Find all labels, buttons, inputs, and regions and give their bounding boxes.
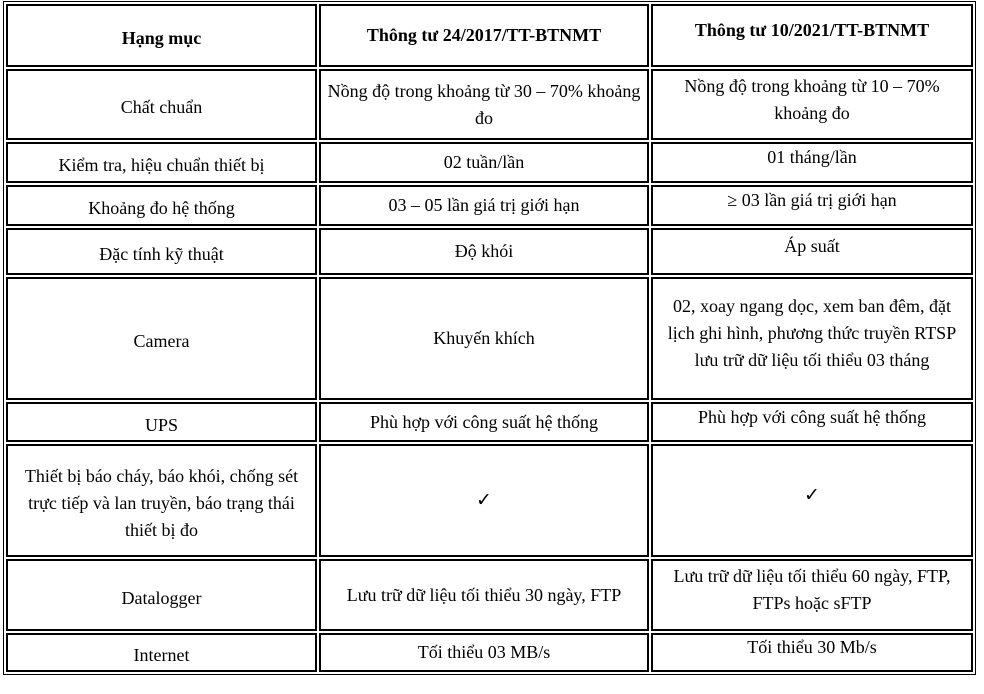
table-header-row: [6, 4, 973, 67]
checkmark-icon: ✓: [804, 484, 820, 506]
header-tt2021: Thông tư 10/2021/TT-BTNMT: [651, 4, 973, 67]
row-tt2017-cell: 02 tuần/lần: [319, 142, 649, 183]
comparison-table: [3, 1, 976, 675]
row-tt2017-cell: 03 – 05 lần giá trị giới hạn: [319, 185, 649, 226]
row-tt2017-cell: Lưu trữ dữ liệu tối thiểu 30 ngày, FTP: [319, 559, 649, 631]
row-tt2017-cell: [319, 444, 649, 557]
header-item: Hạng mục: [6, 4, 317, 67]
row-tt2021-cell: Phù hợp với công suất hệ thống: [651, 402, 973, 442]
row-tt2021-cell: [651, 444, 973, 557]
row-item-cell: Camera: [6, 277, 317, 400]
row-tt2017-cell: Phù hợp với công suất hệ thống: [319, 402, 649, 442]
table-row: [6, 69, 973, 140]
table-row: [6, 277, 973, 400]
table-row: [6, 185, 973, 226]
row-item-cell: Internet: [6, 633, 317, 672]
table-row: [6, 228, 973, 275]
row-tt2017-cell: Nồng độ trong khoảng từ 30 – 70% khoảng đo: [319, 69, 649, 140]
table-row: [6, 402, 973, 442]
table-row: [6, 559, 973, 631]
row-tt2017-cell: Khuyến khích: [319, 277, 649, 400]
table-row: [6, 444, 973, 557]
row-tt2017-cell: Tối thiểu 03 MB/s: [319, 633, 649, 672]
row-tt2021-cell: 01 tháng/lần: [651, 142, 973, 183]
row-item-cell: Kiểm tra, hiệu chuẩn thiết bị: [6, 142, 317, 183]
row-tt2021-cell: Nồng độ trong khoảng từ 10 – 70% khoảng đo: [651, 69, 973, 140]
table-row: [6, 142, 973, 183]
row-item-cell: Chất chuẩn: [6, 69, 317, 140]
row-tt2021-cell: 02, xoay ngang dọc, xem ban đêm, đặt lịch ghi hình, phương thức truyền RTSP lưu trữ dữ liệu tối thiểu 03 tháng: [651, 277, 973, 400]
header-tt2017: Thông tư 24/2017/TT-BTNMT: [319, 4, 649, 67]
row-item-cell: UPS: [6, 402, 317, 442]
row-item-cell: Datalogger: [6, 559, 317, 631]
row-tt2021-cell: Áp suất: [651, 228, 973, 275]
checkmark-icon: ✓: [476, 489, 492, 511]
row-item-cell: Thiết bị báo cháy, báo khói, chống sét trực tiếp và lan truyền, báo trạng thái thiết bị đo: [6, 444, 317, 557]
row-tt2021-cell: Tối thiểu 30 Mb/s: [651, 633, 973, 672]
row-item-cell: Khoảng đo hệ thống: [6, 185, 317, 226]
row-item-cell: Đặc tính kỹ thuật: [6, 228, 317, 275]
row-tt2017-cell: Độ khói: [319, 228, 649, 275]
table-row: [6, 633, 973, 672]
row-tt2021-cell: Lưu trữ dữ liệu tối thiểu 60 ngày, FTP, FTPs hoặc sFTP: [651, 559, 973, 631]
row-tt2021-cell: ≥ 03 lần giá trị giới hạn: [651, 185, 973, 226]
